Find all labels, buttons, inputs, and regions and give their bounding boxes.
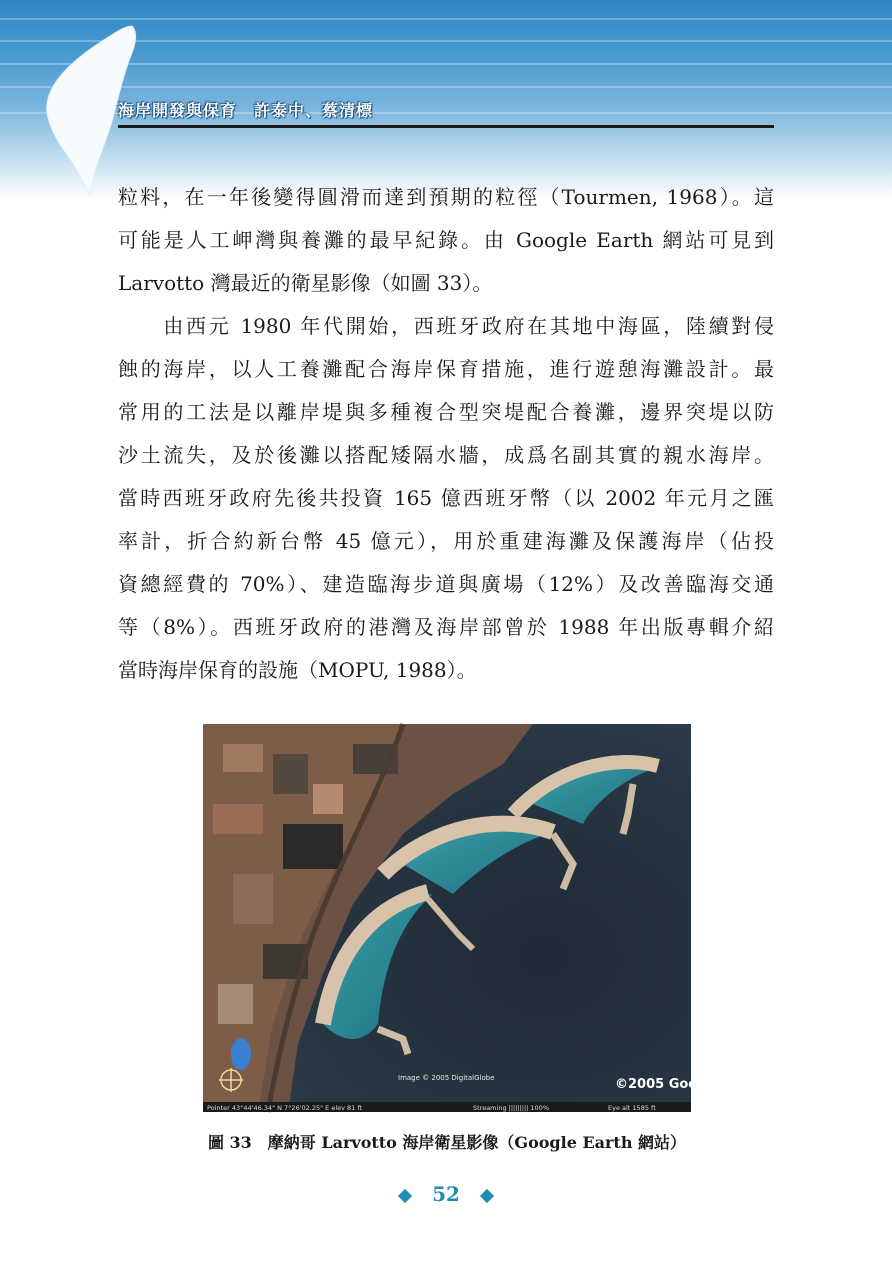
text-line: 可能是人工岬灣與養灘的最早紀錄。由 Google Earth 網站可見到 [118, 228, 774, 252]
satellite-image [203, 724, 720, 1112]
text-line: 沙土流失，及於後灘以搭配矮隔水牆，成爲名副其實的親水海岸。 [118, 443, 774, 467]
text-line: Larvotto 灣最近的衛星影像（如圖 33）。 [118, 271, 493, 295]
image-credit: Image © 2005 DigitalGlobe [398, 1074, 495, 1082]
streaming-status: Streaming ||||||||| 100% [473, 1104, 549, 1112]
running-header: 海岸開發與保育 許泰中、蔡清標 [118, 101, 374, 120]
text-line: 蝕的海岸，以人工養灘配合海岸保育措施，進行遊憩海灘設計。最 [118, 357, 774, 381]
text-line: 常用的工法是以離岸堤與多種複合型突堤配合養灘，邊界突堤以防 [118, 400, 774, 424]
page-number: 52 [432, 1182, 460, 1206]
header-divider [118, 125, 774, 128]
google-watermark: ©2005 Google [615, 1077, 720, 1092]
eye-altitude: Eye alt 1585 ft [608, 1104, 656, 1112]
text-line: 等（8%）。西班牙政府的港灣及海岸部曾於 1988 年出版專輯介紹 [118, 615, 774, 639]
text-line: 粒料，在一年後變得圓滑而達到預期的粒徑（Tourmen, 1968）。這 [118, 185, 774, 209]
page-footer [0, 1182, 892, 1206]
text-line: 由西元 1980 年代開始，西班牙政府在其地中海區，陸續對侵 [118, 314, 774, 338]
diamond-icon [398, 1188, 412, 1202]
text-line: 率計，折合約新台幣 45 億元），用於重建海灘及保護海岸（佔投 [118, 529, 774, 553]
text-line: 當時海岸保育的設施（MOPU, 1988）。 [118, 658, 477, 682]
text-line: 資總經費的 70%）、建造臨海步道與廣場（12%）及改善臨海交通 [118, 572, 774, 596]
body-text [118, 176, 774, 692]
pointer-coordinates: Pointer 43°44'46.34" N 7°26'02.25" E elev 81 ft [207, 1104, 363, 1112]
diamond-icon [480, 1188, 494, 1202]
figure-caption: 圖 33 摩納哥 Larvotto 海岸衛星影像（Google Earth 網站） [207, 1133, 687, 1152]
text-line: 當時西班牙政府先後共投資 165 億西班牙幣（以 2002 年元月之匯 [118, 486, 774, 510]
